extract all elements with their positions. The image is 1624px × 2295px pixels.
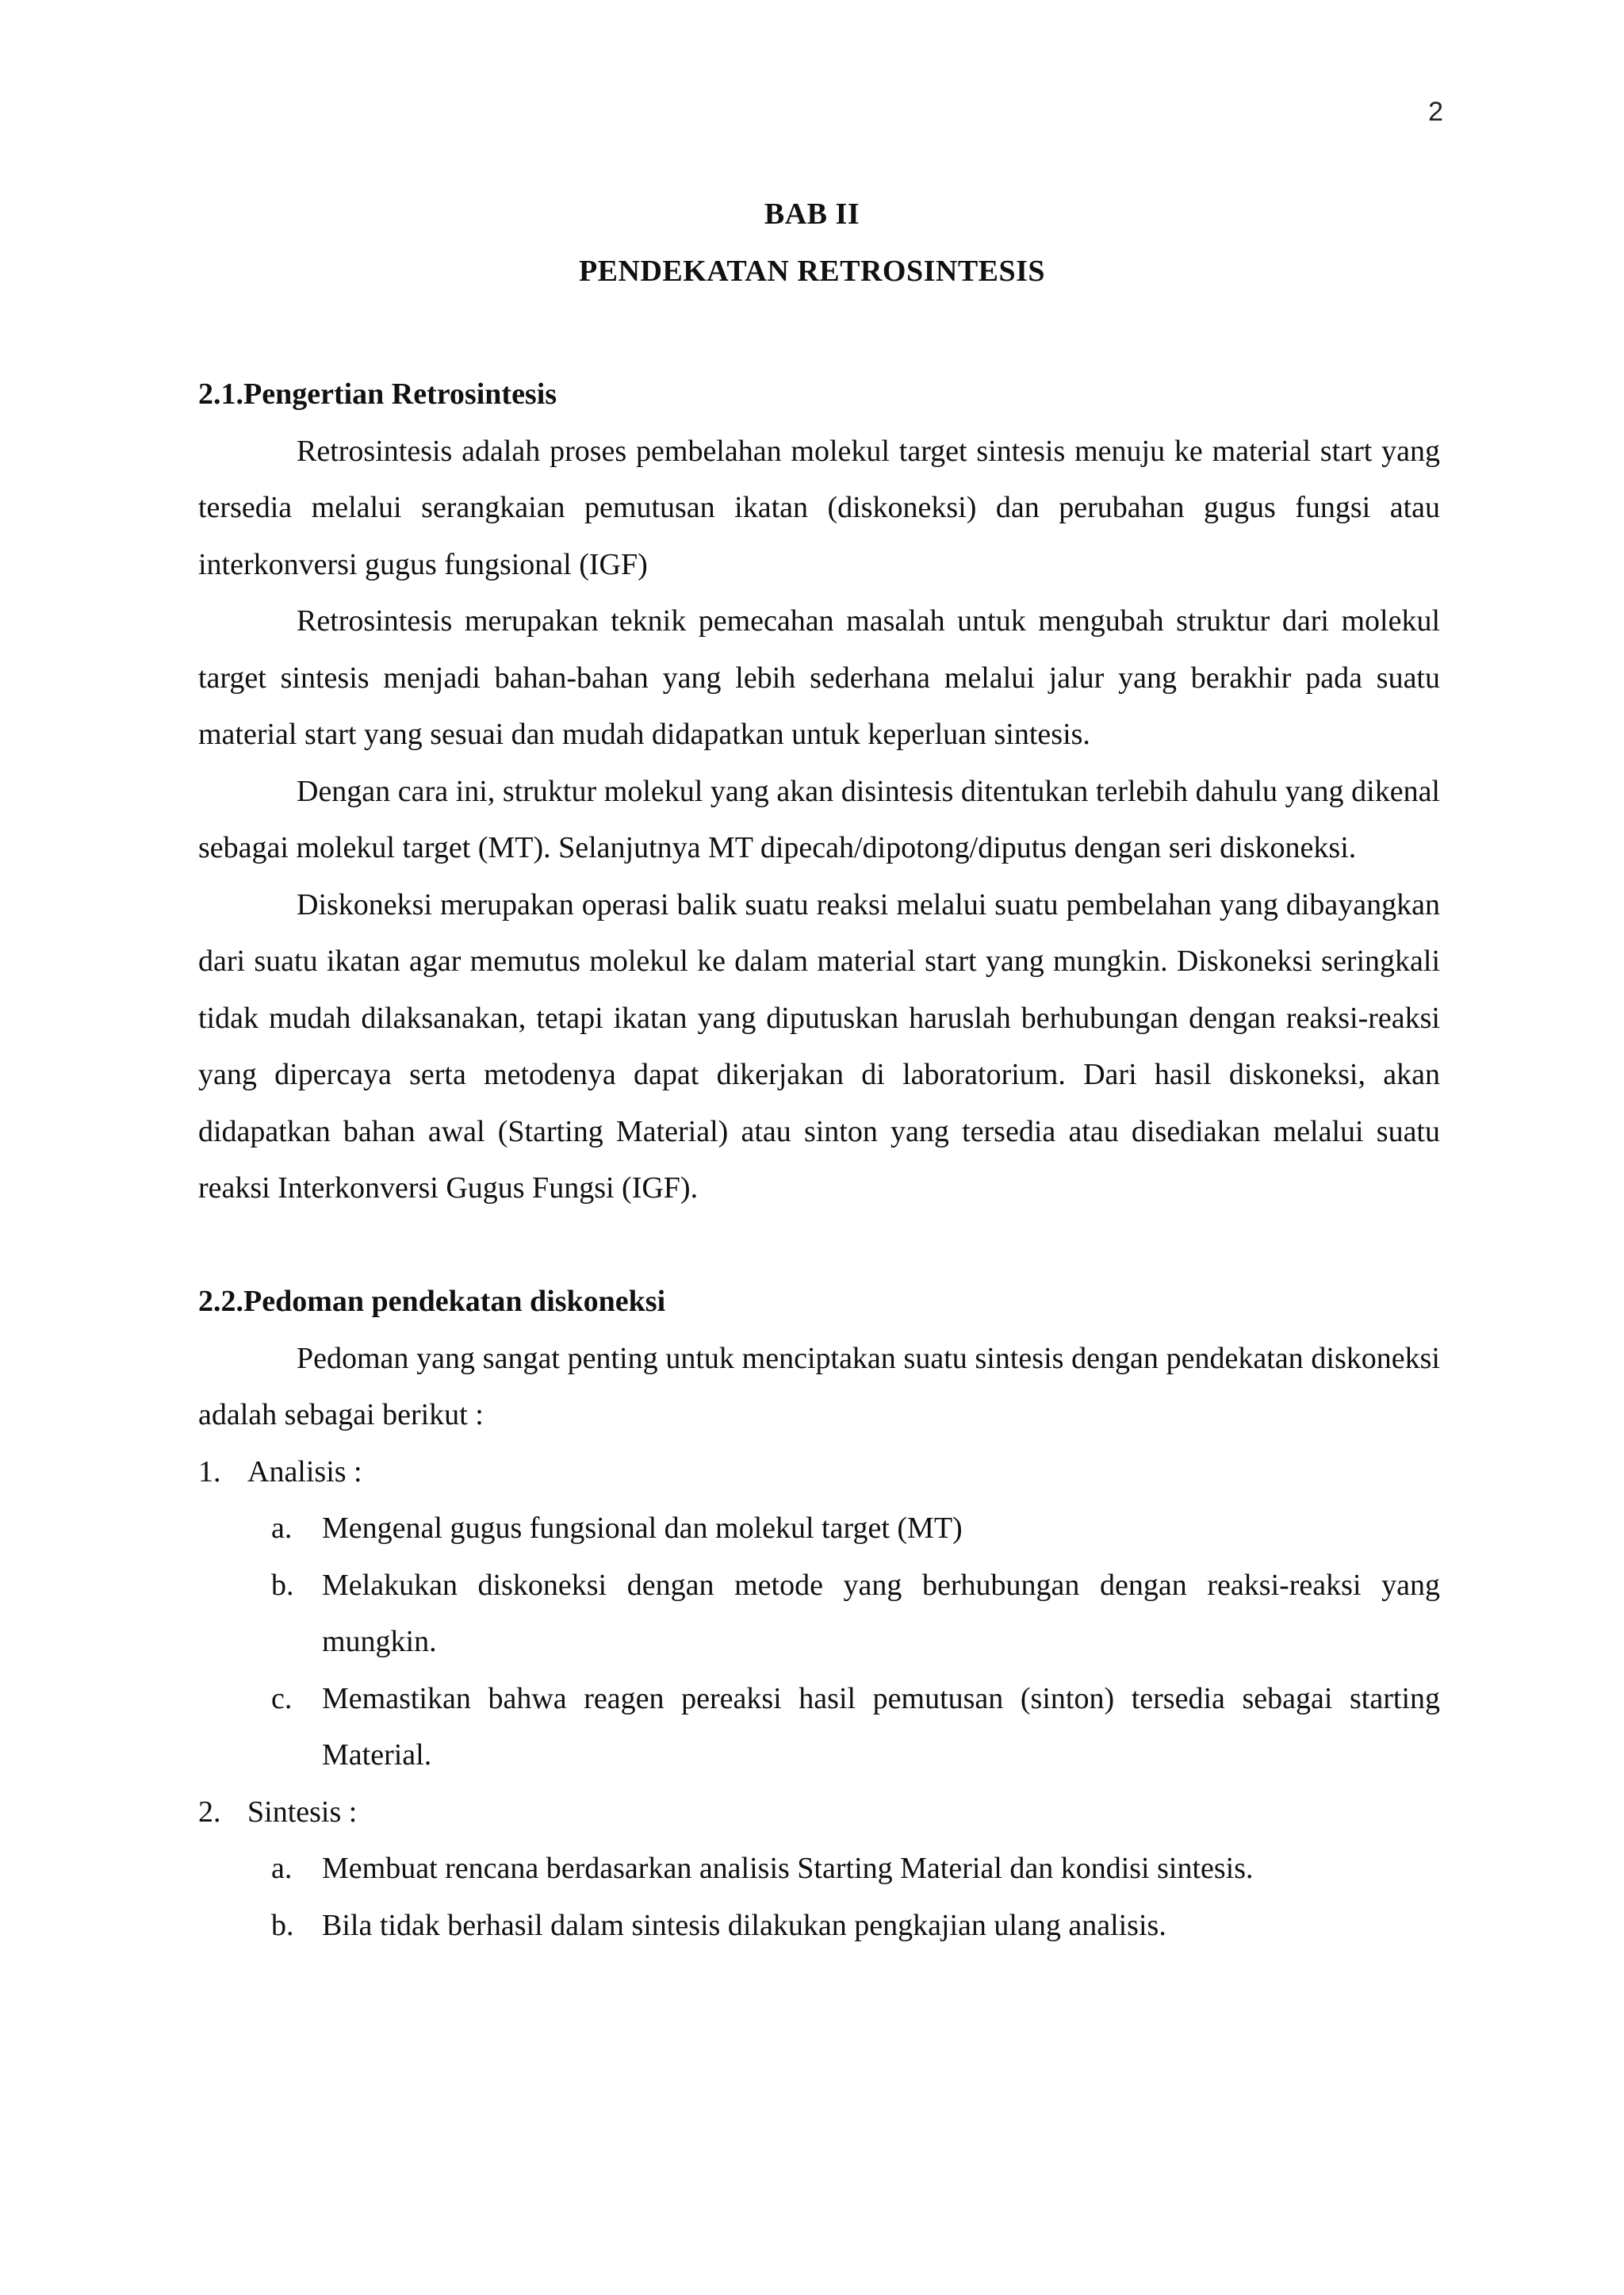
paragraph-3: Dengan cara ini, struktur molekul yang akan disintesis ditentukan terlebih dahulu yang dikenal sebagai molekul target (MT). Selanjutnya MT dipecah/dipotong/diputus dengan seri diskoneksi. [198,774,1440,864]
sublist-item [198,1671,1440,1784]
sublist-marker: a. [271,1511,293,1545]
sublist-text: Bila tidak berhasil dalam sintesis dilakukan pengkajian ulang analisis. [322,1908,1166,1942]
section-spacer [198,1217,1440,1274]
list-item-sintesis [198,1784,1440,1841]
sublist-container [198,1500,1440,1784]
list-marker: 2. [198,1795,221,1829]
paragraph-intro: Pedoman yang sangat penting untuk menciptakan suatu sintesis dengan pendekatan diskoneksi adalah sebagai berikut : [198,1341,1440,1431]
sublist-marker: b. [271,1908,294,1942]
sublist-text: Mengenal gugus fungsional dan molekul target (MT) [322,1511,963,1545]
sublist-text: Melakukan diskoneksi dengan metode yang berhubungan dengan reaksi-reaksi yang mungkin. [322,1568,1440,1658]
guideline-list [198,1444,1440,1955]
document-body [198,366,1440,1954]
paragraph-4: Diskoneksi merupakan operasi balik suatu reaksi melalui suatu pembelahan yang dibayangkan dari suatu ikatan agar memutus molekul ke dalam material start yang mungkin. Diskoneksi seringkali tidak mudah dilaksanakan, tetapi ikatan yang diputuskan haruslah berhubungan dengan reaksi-reaksi yang dipercaya serta metodenya dapat dikerjakan di laboratorium. Dari hasil diskoneksi, akan didapatkan bahan awal (Starting Material) atau sinton yang tersedia atau disediakan melalui suatu reaksi Interkonversi Gugus Fungsi (IGF). [198,887,1440,1205]
page-number: 2 [1428,97,1443,127]
paragraph-1: Retrosintesis adalah proses pembelahan molekul target sintesis menuju ke material start yang tersedia melalui serangkaian pemutusan ikatan (diskoneksi) dan perubahan gugus fungsi atau interkonversi gugus fungsional (IGF) [198,434,1440,581]
sublist-item [198,1557,1440,1671]
sublist-sintesis [198,1841,1440,1954]
list-item-label: Analisis : [247,1454,362,1488]
sublist-item [198,1898,1440,1955]
section-title-pengertian: 2.1.Pengertian Retrosintesis [198,377,557,411]
sublist-container [198,1841,1440,1954]
sublist-text: Memastikan bahwa reagen pereaksi hasil pemutusan (sinton) tersedia sebagai starting Material. [322,1681,1440,1772]
sublist-marker: a. [271,1852,293,1885]
sublist-marker: c. [271,1681,293,1715]
list-marker: 1. [198,1454,221,1488]
paragraph-2: Retrosintesis merupakan teknik pemecahan masalah untuk mengubah struktur dari molekul target sintesis menjadi bahan-bahan yang lebih sederhana melalui jalur yang berakhir pada suatu material start yang sesuai dan mudah didapatkan untuk keperluan sintesis. [198,604,1440,751]
chapter-title: PENDEKATAN RETROSINTESIS [578,255,1046,288]
sublist-item [198,1500,1440,1557]
sublist-analisis [198,1500,1440,1784]
sublist-text: Membuat rencana berdasarkan analisis Starting Material dan kondisi sintesis. [322,1852,1254,1885]
chapter-label: BAB II [764,197,860,231]
sublist-item [198,1841,1440,1898]
list-item-label: Sintesis : [247,1795,358,1829]
list-item-analisis [198,1444,1440,1501]
sublist-marker: b. [271,1568,294,1602]
section-title-pedoman: 2.2.Pedoman pendekatan diskoneksi [198,1285,666,1318]
